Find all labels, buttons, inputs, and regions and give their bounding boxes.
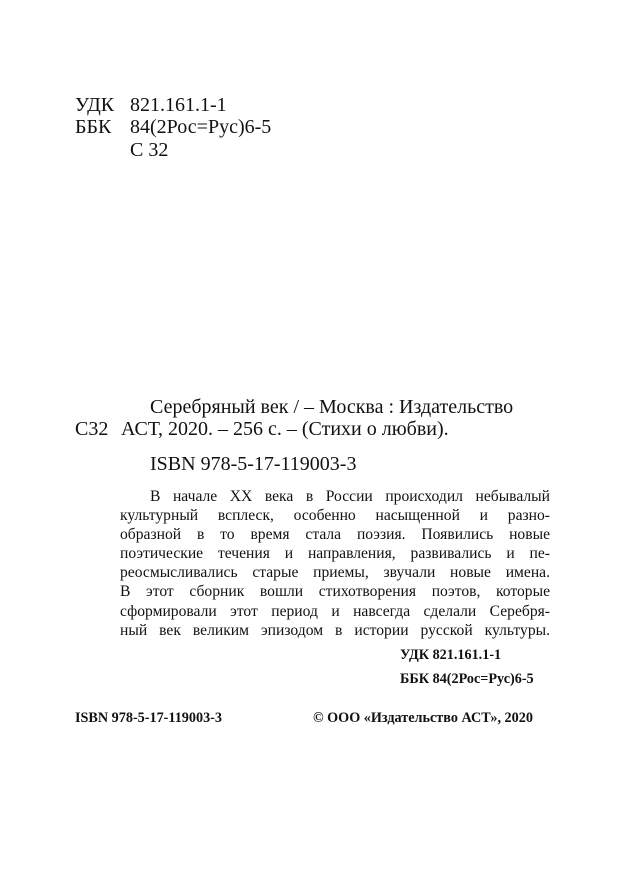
copyright: © ООО «Издательство АСТ», 2020 bbox=[313, 710, 533, 726]
bibliographic-isbn: ISBN 978-5-17-119003-3 bbox=[150, 453, 357, 475]
udk-value: 821.161.1-1 bbox=[130, 94, 227, 116]
bibliographic-line-2: АСТ, 2020. – 256 с. – (Стихи о любви). bbox=[121, 418, 449, 440]
bbk-classification: ББК 84(2Рос=Рус)6-5 bbox=[400, 671, 534, 687]
annotation-line: В этот сборник вошли стихотворения поэтов, которые bbox=[120, 583, 550, 601]
annotation-line: реосмысливались старые приемы, звучали новые имена. bbox=[120, 564, 550, 582]
bbk-value: 84(2Рос=Рус)6-5 bbox=[130, 116, 272, 138]
bbk-label: ББК bbox=[75, 116, 112, 138]
bibliographic-line-1: Серебряный век / – Москва : Издательство bbox=[150, 396, 514, 418]
annotation bbox=[120, 487, 550, 640]
footer-isbn: ISBN 978-5-17-119003-3 bbox=[75, 710, 223, 726]
annotation-line: образной в то время стала поэзия. Появились новые bbox=[120, 526, 550, 544]
annotation-line: поэтические течения и направления, развивались и пе- bbox=[120, 545, 550, 563]
annotation-line: В начале XX века в России происходил небывалый bbox=[150, 488, 550, 505]
udk-classification: УДК 821.161.1-1 bbox=[400, 647, 502, 663]
annotation-line: ный век великим эпизодом в истории русской культуры. bbox=[120, 621, 550, 639]
udk-label: УДК bbox=[75, 94, 115, 116]
bibliographic-mark: С32 bbox=[75, 418, 109, 440]
annotation-line: сформировали этот период и навсегда сделали Серебря- bbox=[120, 602, 550, 620]
author-mark: С 32 bbox=[130, 139, 169, 161]
annotation-line: культурный всплеск, особенно насыщенной и разно- bbox=[120, 507, 550, 525]
